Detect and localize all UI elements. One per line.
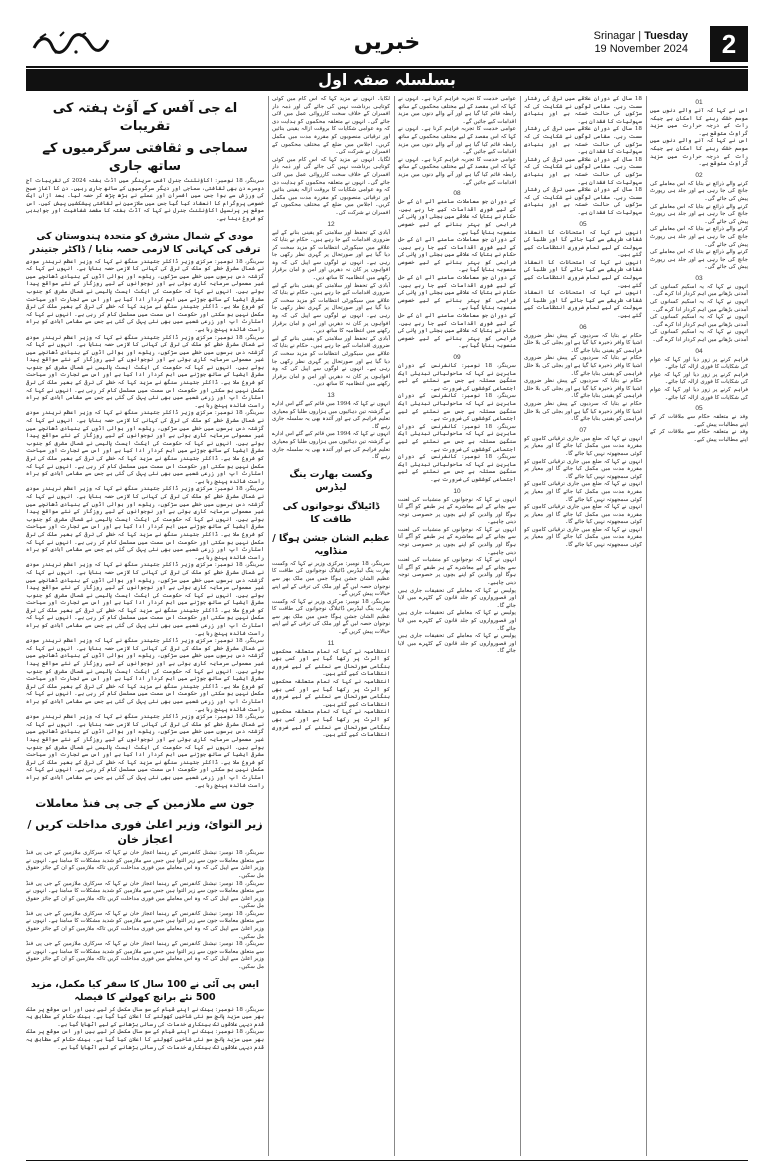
masthead (26, 24, 748, 64)
col4-body-1-cont-3: 18 سال کے دوران علاقے میں ترقی کی رفتار سست رہی۔ مقامی لوگوں نے شکایت کی کہ سڑکوں کی حالت خستہ ہے اور بنیادی سہولیات کا فقدان ہے۔ (524, 187, 642, 216)
col5-body-2-cont-3: کرنے والے ذرائع نے بتایا کہ اس معاملے کی جانچ کی جا رہی ہے اور جلد ہی رپورٹ پیش کی جائے گی۔ (650, 249, 748, 271)
col5-body-3-cont-2: انہوں نے کہا کہ یہ اسکیم کسانوں کی آمدنی بڑھانے میں اہم کردار ادا کرے گی۔ (650, 314, 748, 328)
modi-story-headline: مودی کے شمال مشرق کو متحدہ ہندوستان کی ترقی کی کہانی کا لازمی حصہ بنایا / ڈاکٹر جتیندر (29, 230, 261, 255)
col3-body-4-cont-2: انہوں نے کہا کہ نوجوانوں کو منشیات کی لعنت سے بچانے کے لیے معاشرے کے ہر طبقے کو آگے آنا ہوگا اور والدین کو اپنے بچوں پر خصوصی توجہ دینی چاہیے۔ (398, 557, 516, 587)
modi-story-body-cont-5: سرینگر، 18 نومبر: مرکزی وزیر ڈاکٹر جتیندر سنگھ نے کہا کہ وزیر اعظم نریندر مودی نے شمال مشرقی خطے کو ملک کی ترقی کی کہانی کا لازمی حصہ بنایا ہے۔ انہوں نے کہا کہ گزشتہ دس برسوں میں خطے میں سڑکوں، ریلوے اور ہوائی اڈوں کے بنیادی ڈھانچے میں غیر معمولی سرمایہ کاری ہوئی ہے اور نوجوانوں کے لیے روزگار کے نئے مواقع پیدا ہوئے ہیں۔ انہوں نے کہا کہ حکومت کی ایکٹ ایسٹ پالیسی نے شمال مشرق کو جنوب مشرقی ایشیا کے ساتھ جوڑنے میں اہم کردار ادا کیا ہے اور اس سے تجارت اور سیاحت کو فروغ ملا ہے۔ ڈاکٹر جتیندر سنگھ نے مزید کہا کہ خطے کی ترقی کے بغیر ملک کی ترقی مکمل نہیں ہو سکتی اور حکومت اس سمت میں مسلسل کام کر رہی ہے۔ انہوں نے کہا کہ اسٹارٹ اپ اور زرعی شعبے میں بھی نئی پہل کی گئی ہے جس سے مقامی آبادی کو براہ راست فائدہ پہنچ رہا ہے۔ (26, 638, 264, 713)
modi-story-body: سرینگر، 18 نومبر: مرکزی وزیر ڈاکٹر جتیندر سنگھ نے کہا کہ وزیر اعظم نریندر مودی نے شمال مشرقی خطے کو ملک کی ترقی کی کہانی کا لازمی حصہ بنایا ہے۔ انہوں نے کہا کہ گزشتہ دس برسوں میں خطے میں سڑکوں، ریلوے اور ہوائی اڈوں کے بنیادی ڈھانچے میں غیر معمولی سرمایہ کاری ہوئی ہے اور نوجوانوں کے لیے روزگار کے نئے مواقع پیدا ہوئے ہیں۔ انہوں نے کہا کہ حکومت کی ایکٹ ایسٹ پالیسی نے شمال مشرق کو جنوب مشرقی ایشیا کے ساتھ جوڑنے میں اہم کردار ادا کیا ہے اور اس سے تجارت اور سیاحت کو فروغ ملا ہے۔ ڈاکٹر جتیندر سنگھ نے مزید کہا کہ خطے کی ترقی کے بغیر ملک کی ترقی مکمل نہیں ہو سکتی اور حکومت اس سمت میں مسلسل کام کر رہی ہے۔ انہوں نے کہا کہ اسٹارٹ اپ اور زرعی شعبے میں بھی نئی پہل کی گئی ہے جس سے مقامی آبادی کو براہ راست فائدہ پہنچ رہا ہے۔ (26, 258, 264, 333)
col4-body-3-cont: حکام نے بتایا کہ سردیوں کے پیش نظر ضروری اشیا کا وافر ذخیرہ کیا گیا ہے اور بجلی کی بلا خلل فراہمی کو یقینی بنایا جائے گا۔ (524, 355, 642, 377)
continued-banner: بسلسلہ صفہ اول (26, 69, 748, 91)
dateline-day: Tuesday (644, 30, 688, 42)
col4-item-number: 06 (579, 323, 587, 331)
col3-body-3-cont-3: سرینگر، 18 نومبر: کانفرنس کے دوران ماہرین نے کہا کہ ماحولیاتی تبدیلی ایک سنگین مسئلہ ہے جس سے نمٹنے کے لیے اجتماعی کوششوں کی ضرورت ہے۔ (398, 454, 516, 483)
column-4 (524, 96, 642, 1156)
col5-body-2-cont: کرنے والے ذرائع نے بتایا کہ اس معاملے کی جانچ کی جا رہی ہے اور جلد ہی رپورٹ پیش کی جائے گی۔ (650, 203, 748, 225)
col5-body-2-cont-2: کرنے والے ذرائع نے بتایا کہ اس معاملے کی جانچ کی جا رہی ہے اور جلد ہی رپورٹ پیش کی جائے گی۔ (650, 226, 748, 248)
dateline-city: Srinagar (593, 30, 636, 42)
col3-body-4-cont: انہوں نے کہا کہ نوجوانوں کو منشیات کی لعنت سے بچانے کے لیے معاشرے کے ہر طبقے کو آگے آنا ہوگا اور والدین کو اپنے بچوں پر خصوصی توجہ دینی چاہیے۔ (398, 526, 516, 556)
col4-body-4-cont: انہوں نے کہا کہ ضلع میں جاری ترقیاتی کاموں کو مقررہ مدت میں مکمل کیا جائے گا اور معیار پر کوئی سمجھوتہ نہیں کیا جائے گا۔ (524, 458, 642, 480)
col4-body-2-cont-2: انہوں نے کہا کہ امتحانات کا انعقاد شفاف طریقے سے کیا جائے گا اور طلبا کی سہولت کے لیے تمام ضروری انتظامات کیے گئے ہیں۔ (524, 290, 642, 320)
lead-story-column (26, 96, 264, 1156)
col2-item-number: 13 (327, 391, 335, 399)
col2-body-3: انہوں نے کہا کہ 1994 میں قائم کیے گئے اس ادارے نے گزشتہ تین دہائیوں میں ہزاروں طلبا کو معیاری تعلیم فراہم کی ہے اور آئندہ بھی یہ سلسلہ جاری رہے گا۔ (272, 400, 390, 430)
young-leaders-headline-1: وکست بھارت ینگ لیڈرس (289, 468, 373, 493)
col5-item-number: 01 (695, 99, 703, 106)
col2-body-5-cont-2: انتظامیہ نے کہا کہ تمام متعلقہ محکموں کو الرٹ پر رکھا گیا ہے اور کسی بھی ہنگامی صورتحال سے نمٹنے کے لیے ضروری انتظامات کیے گئے ہیں۔ (272, 709, 390, 739)
col3-body-1-cont: عوامی خدمت کا تجربہ فراہم کرنا ہے۔ انہوں نے کہا کہ اس مقصد کے لیے مختلف محکموں کے ساتھ رابطہ قائم کیا گیا ہے اور آنے والے دنوں میں مزید اقدامات کیے جائیں گے۔ (398, 126, 516, 156)
col4-body-1: 18 سال کے دوران علاقے میں ترقی کی رفتار سست رہی۔ مقامی لوگوں نے شکایت کی کہ سڑکوں کی حالت خستہ ہے اور بنیادی سہولیات کا فقدان ہے۔ (524, 96, 642, 125)
col5-body-3: انہوں نے کہا کہ یہ اسکیم کسانوں کی آمدنی بڑھانے میں اہم کردار ادا کرے گی۔ (650, 283, 748, 298)
col2-body-2: آبادی کے تحفظ اور سلامتی کو یقینی بنانے کے لیے ضروری اقدامات کیے جا رہے ہیں۔ حکام نے بتایا کہ علاقے میں سیکورٹی انتظامات کو مزید سخت کر دیا گیا ہے اور صورتحال پر گہری نظر رکھی جا رہی ہے۔ انہوں نے لوگوں سے اپیل کی کہ وہ افواہوں پر کان نہ دھریں اور امن و امان برقرار رکھنے میں انتظامیہ کا ساتھ دیں۔ (272, 229, 390, 282)
gp-fund-headline-2: زیر التوائ، وزیر اعلیٰ فوری مداخلت کریں / اعجاز خان (27, 818, 263, 847)
col3-body-1-cont-2: عوامی خدمت کا تجربہ فراہم کرنا ہے۔ انہوں نے کہا کہ اس مقصد کے لیے مختلف محکموں کے ساتھ رابطہ قائم کیا گیا ہے اور آنے والے دنوں میں مزید اقدامات کیے جائیں گے۔ (398, 156, 516, 186)
section-title: خبریں (353, 30, 421, 55)
masthead-rule (26, 66, 748, 68)
col5-body-3-cont-3: انہوں نے کہا کہ یہ اسکیم کسانوں کی آمدنی بڑھانے میں اہم کردار ادا کرے گی۔ (650, 329, 748, 344)
col4-body-4-cont-4: انہوں نے کہا کہ ضلع میں جاری ترقیاتی کاموں کو مقررہ مدت میں مکمل کیا جائے گا اور معیار پر کوئی سمجھوتہ نہیں کیا جائے گا۔ (524, 526, 642, 549)
gp-fund-body-cont-3: سرینگر، 18 نومبر: نیشنل کانفرنس کے رہنما اعجاز خان نے کہا کہ سرکاری ملازمین کے جی پی فنڈ سے متعلق معاملات جون سے زیر التوا ہیں جس سے ملازمین کو شدید مشکلات کا سامنا ہے۔ انہوں نے وزیر اعلیٰ سے اپیل کی کہ وہ اس معاملے میں فوری مداخلت کریں تاکہ ملازمین کو ان کے جائز حقوق مل سکیں۔ (26, 941, 264, 971)
col5-body-4: فراہم کرنے پر زور دیا اور کہا کہ عوام کی شکایات کا فوری ازالہ کیا جائے۔ (650, 356, 748, 371)
bank-story-headline: ایس پی آئی نے 100 سال کا سفر کیا مکمل، مزید 500 نئے برانچ کھولنے کا فیصلہ (31, 978, 259, 1003)
modi-story-body-cont-4: سرینگر، 18 نومبر: مرکزی وزیر ڈاکٹر جتیندر سنگھ نے کہا کہ وزیر اعظم نریندر مودی نے شمال مشرقی خطے کو ملک کی ترقی کی کہانی کا لازمی حصہ بنایا ہے۔ انہوں نے کہا کہ گزشتہ دس برسوں میں خطے میں سڑکوں، ریلوے اور ہوائی اڈوں کے بنیادی ڈھانچے میں غیر معمولی سرمایہ کاری ہوئی ہے اور نوجوانوں کے لیے روزگار کے نئے مواقع پیدا ہوئے ہیں۔ انہوں نے کہا کہ حکومت کی ایکٹ ایسٹ پالیسی نے شمال مشرق کو جنوب مشرقی ایشیا کے ساتھ جوڑنے میں اہم کردار ادا کیا ہے اور اس سے تجارت اور سیاحت کو فروغ ملا ہے۔ ڈاکٹر جتیندر سنگھ نے مزید کہا کہ خطے کی ترقی کے بغیر ملک کی ترقی مکمل نہیں ہو سکتی اور حکومت اس سمت میں مسلسل کام کر رہی ہے۔ انہوں نے کہا کہ اسٹارٹ اپ اور زرعی شعبے میں بھی نئی پہل کی گئی ہے جس سے مقامی آبادی کو براہ راست فائدہ پہنچ رہا ہے۔ (26, 562, 264, 637)
col3-item-number: 10 (453, 487, 461, 495)
col2-body-1-cont: لگایا۔ انہوں نے مزید کہا کہ اس کام میں کوئی کوتاہی برداشت نہیں کی جائے گی اور ذمہ دار افسران کے خلاف سخت کارروائی عمل میں لائی جائے گی۔ انہوں نے متعلقہ محکموں کو ہدایت دی کہ وہ عوامی شکایات کا بروقت ازالہ یقینی بنائیں اور ترقیاتی منصوبوں کو مقررہ مدت میں مکمل کریں۔ اجلاس میں ضلع کے مختلف محکموں کے افسران نے شرکت کی۔ (272, 156, 390, 216)
col5-body-3-cont: انہوں نے کہا کہ یہ اسکیم کسانوں کی آمدنی بڑھانے میں اہم کردار ادا کرے گی۔ (650, 299, 748, 313)
col3-body-5: پولیس نے کہا کہ معاملے کی تحقیقات جاری ہیں اور قصورواروں کو جلد قانون کے کٹہرے میں لایا جائے گا۔ (398, 587, 516, 609)
lead-headline-1: اے جی آفس کے آؤٹ ہفتہ کی تقریبات (52, 101, 238, 134)
col5-body-5: وفد نے متعلقہ حکام سے ملاقات کر کے اپنے مطالبات پیش کیے۔ (650, 414, 748, 428)
col4-item-number: 05 (579, 220, 587, 228)
modi-story-body-cont-3: سرینگر، 18 نومبر: مرکزی وزیر ڈاکٹر جتیندر سنگھ نے کہا کہ وزیر اعظم نریندر مودی نے شمال مشرقی خطے کو ملک کی ترقی کی کہانی کا لازمی حصہ بنایا ہے۔ انہوں نے کہا کہ گزشتہ دس برسوں میں خطے میں سڑکوں، ریلوے اور ہوائی اڈوں کے بنیادی ڈھانچے میں غیر معمولی سرمایہ کاری ہوئی ہے اور نوجوانوں کے لیے روزگار کے نئے مواقع پیدا ہوئے ہیں۔ انہوں نے کہا کہ حکومت کی ایکٹ ایسٹ پالیسی نے شمال مشرق کو جنوب مشرقی ایشیا کے ساتھ جوڑنے میں اہم کردار ادا کیا ہے اور اس سے تجارت اور سیاحت کو فروغ ملا ہے۔ ڈاکٹر جتیندر سنگھ نے مزید کہا کہ خطے کی ترقی کے بغیر ملک کی ترقی مکمل نہیں ہو سکتی اور حکومت اس سمت میں مسلسل کام کر رہی ہے۔ انہوں نے کہا کہ اسٹارٹ اپ اور زرعی شعبے میں بھی نئی پہل کی گئی ہے جس سے مقامی آبادی کو براہ راست فائدہ پہنچ رہا ہے۔ (26, 486, 264, 561)
col3-body-2-cont: کے دوران جو معاملات سامنے آئے ان کے حل کے لیے فوری اقدامات کیے جا رہے ہیں۔ حکام نے بتایا کہ علاقے میں بجلی اور پانی کی فراہمی کو بہتر بنانے کے لیے خصوصی منصوبہ بنایا گیا ہے۔ (398, 237, 516, 274)
col5-item-number: 04 (695, 347, 703, 355)
dateline: Srinagar | Tuesday 19 November 2024 (593, 30, 688, 55)
modi-story-body-cont: سرینگر، 18 نومبر: مرکزی وزیر ڈاکٹر جتیندر سنگھ نے کہا کہ وزیر اعظم نریندر مودی نے شمال مشرقی خطے کو ملک کی ترقی کی کہانی کا لازمی حصہ بنایا ہے۔ انہوں نے کہا کہ گزشتہ دس برسوں میں خطے میں سڑکوں، ریلوے اور ہوائی اڈوں کے بنیادی ڈھانچے میں غیر معمولی سرمایہ کاری ہوئی ہے اور نوجوانوں کے لیے روزگار کے نئے مواقع پیدا ہوئے ہیں۔ انہوں نے کہا کہ حکومت کی ایکٹ ایسٹ پالیسی نے شمال مشرق کو جنوب مشرقی ایشیا کے ساتھ جوڑنے میں اہم کردار ادا کیا ہے اور اس سے تجارت اور سیاحت کو فروغ ملا ہے۔ ڈاکٹر جتیندر سنگھ نے مزید کہا کہ خطے کی ترقی کے بغیر ملک کی ترقی مکمل نہیں ہو سکتی اور حکومت اس سمت میں مسلسل کام کر رہی ہے۔ انہوں نے کہا کہ اسٹارٹ اپ اور زرعی شعبے میں بھی نئی پہل کی گئی ہے جس سے مقامی آبادی کو براہ راست فائدہ پہنچ رہا ہے۔ (26, 334, 264, 409)
column-3 (398, 96, 516, 1156)
col5-body-4-cont-2: فراہم کرنے پر زور دیا اور کہا کہ عوام کی شکایات کا فوری ازالہ کیا جائے۔ (650, 387, 748, 401)
young-leaders-body: سرینگر، 18 نومبر: مرکزی وزیر نے کہا کہ وکست بھارت ینگ لیڈرس ڈائیلاگ نوجوانوں کی طاقت کا عظیم الشان جشن ہوگا جس میں ملک بھر سے نوجوان حصہ لیں گے اور ملک کی ترقی کے لیے اپنے خیالات پیش کریں گے۔ (272, 560, 390, 598)
col4-body-4-cont-3: انہوں نے کہا کہ ضلع میں جاری ترقیاتی کاموں کو مقررہ مدت میں مکمل کیا جائے گا اور معیار پر کوئی سمجھوتہ نہیں کیا جائے گا۔ (524, 504, 642, 526)
col4-body-1-cont-2: 18 سال کے دوران علاقے میں ترقی کی رفتار سست رہی۔ مقامی لوگوں نے شکایت کی کہ سڑکوں کی حالت خستہ ہے اور بنیادی سہولیات کا فقدان ہے۔ (524, 156, 642, 186)
young-leaders-headline-2: ڈائیلاگ نوجوانوں کی طاقت کا (282, 500, 380, 525)
col3-body-3: سرینگر، 18 نومبر: کانفرنس کے دوران ماہرین نے کہا کہ ماحولیاتی تبدیلی ایک سنگین مسئلہ ہے جس سے نمٹنے کے لیے اجتماعی کوششوں کی ضرورت ہے۔ (398, 363, 516, 392)
col2-body-5: انتظامیہ نے کہا کہ تمام متعلقہ محکموں کو الرٹ پر رکھا گیا ہے اور کسی بھی ہنگامی صورتحال سے نمٹنے کے لیے ضروری انتظامات کیے گئے ہیں۔ (272, 648, 390, 678)
column-2 (272, 96, 390, 1156)
col3-body-3-cont: سرینگر، 18 نومبر: کانفرنس کے دوران ماہرین نے کہا کہ ماحولیاتی تبدیلی ایک سنگین مسئلہ ہے جس سے نمٹنے کے لیے اجتماعی کوششوں کی ضرورت ہے۔ (398, 393, 516, 423)
col3-item-number: 09 (453, 354, 461, 361)
col3-body-5-cont: پولیس نے کہا کہ معاملے کی تحقیقات جاری ہیں اور قصورواروں کو جلد قانون کے کٹہرے میں لایا جائے گا۔ (398, 610, 516, 632)
col2-item-number: 11 (327, 639, 335, 647)
modi-story-body-cont-2: سرینگر، 18 نومبر: مرکزی وزیر ڈاکٹر جتیندر سنگھ نے کہا کہ وزیر اعظم نریندر مودی نے شمال مشرقی خطے کو ملک کی ترقی کی کہانی کا لازمی حصہ بنایا ہے۔ انہوں نے کہا کہ گزشتہ دس برسوں میں خطے میں سڑکوں، ریلوے اور ہوائی اڈوں کے بنیادی ڈھانچے میں غیر معمولی سرمایہ کاری ہوئی ہے اور نوجوانوں کے لیے روزگار کے نئے مواقع پیدا ہوئے ہیں۔ انہوں نے کہا کہ حکومت کی ایکٹ ایسٹ پالیسی نے شمال مشرق کو جنوب مشرقی ایشیا کے ساتھ جوڑنے میں اہم کردار ادا کیا ہے اور اس سے تجارت اور سیاحت کو فروغ ملا ہے۔ ڈاکٹر جتیندر سنگھ نے مزید کہا کہ خطے کی ترقی کے بغیر ملک کی ترقی مکمل نہیں ہو سکتی اور حکومت اس سمت میں مسلسل کام کر رہی ہے۔ انہوں نے کہا کہ اسٹارٹ اپ اور زرعی شعبے میں بھی نئی پہل کی گئی ہے جس سے مقامی آبادی کو براہ راست فائدہ پہنچ رہا ہے۔ (26, 410, 264, 485)
col5-item-number: 02 (695, 171, 703, 179)
col5-body-1-cont: اس نے کہا کہ آنے والے دنوں میں موسم خشک رہنے کا امکان ہے جبکہ رات کے درجہ حرارت میں مزید گراوٹ متوقع ہے۔ (650, 138, 748, 168)
column-divider (268, 96, 269, 1156)
col3-body-5-cont-2: پولیس نے کہا کہ معاملے کی تحقیقات جاری ہیں اور قصورواروں کو جلد قانون کے کٹہرے میں لایا جائے گا۔ (398, 633, 516, 655)
col4-body-1-cont: 18 سال کے دوران علاقے میں ترقی کی رفتار سست رہی۔ مقامی لوگوں نے شکایت کی کہ سڑکوں کی حالت خستہ ہے اور بنیادی سہولیات کا فقدان ہے۔ (524, 126, 642, 156)
col5-body-2: کرنے والے ذرائع نے بتایا کہ اس معاملے کی جانچ کی جا رہی ہے اور جلد ہی رپورٹ پیش کی جائے گی۔ (650, 180, 748, 202)
col3-body-2-cont-2: کے دوران جو معاملات سامنے آئے ان کے حل کے لیے فوری اقدامات کیے جا رہے ہیں۔ حکام نے بتایا کہ علاقے میں بجلی اور پانی کی فراہمی کو بہتر بنانے کے لیے خصوصی منصوبہ بنایا گیا ہے۔ (398, 275, 516, 312)
column-divider (520, 96, 521, 1156)
young-leaders-headline-3: عظیم الشان جشن ہوگا / منڈاویہ (272, 532, 390, 557)
col4-body-3: حکام نے بتایا کہ سردیوں کے پیش نظر ضروری اشیا کا وافر ذخیرہ کیا گیا ہے اور بجلی کی بلا خلل فراہمی کو یقینی بنایا جائے گا۔ (524, 332, 642, 354)
col2-body-5-cont: انتظامیہ نے کہا کہ تمام متعلقہ محکموں کو الرٹ پر رکھا گیا ہے اور کسی بھی ہنگامی صورتحال سے نمٹنے کے لیے ضروری انتظامات کیے گئے ہیں۔ (272, 679, 390, 708)
col3-body-4: انہوں نے کہا کہ نوجوانوں کو منشیات کی لعنت سے بچانے کے لیے معاشرے کے ہر طبقے کو آگے آنا ہوگا اور والدین کو اپنے بچوں پر خصوصی توجہ دینی چاہیے۔ (398, 496, 516, 526)
col4-body-4-cont-2: انہوں نے کہا کہ ضلع میں جاری ترقیاتی کاموں کو مقررہ مدت میں مکمل کیا جائے گا اور معیار پر کوئی سمجھوتہ نہیں کیا جائے گا۔ (524, 481, 642, 503)
col4-item-number: 07 (579, 426, 587, 434)
footer-rule (26, 1160, 748, 1161)
col2-body-1: لگایا۔ انہوں نے مزید کہا کہ اس کام میں کوئی کوتاہی برداشت نہیں کی جائے گی اور ذمہ دار افسران کے خلاف سخت کارروائی عمل میں لائی جائے گی۔ انہوں نے متعلقہ محکموں کو ہدایت دی کہ وہ عوامی شکایات کا بروقت ازالہ یقینی بنائیں اور ترقیاتی منصوبوں کو مقررہ مدت میں مکمل کریں۔ اجلاس میں ضلع کے مختلف محکموں کے افسران نے شرکت کی۔ (272, 96, 390, 156)
col5-body-4-cont: فراہم کرنے پر زور دیا اور کہا کہ عوام کی شکایات کا فوری ازالہ کیا جائے۔ (650, 371, 748, 386)
col3-item-number: 08 (453, 190, 461, 198)
bank-story-body: سرینگر، 18 نومبر: بینک نے اپنے قیام کے سو سال مکمل کر لیے ہیں اور اس موقع پر ملک بھر میں مزید پانچ سو نئی شاخیں کھولنے کا اعلان کیا گیا ہے۔ بینک حکام کے مطابق یہ قدم دیہی علاقوں تک بینکاری خدمات کی رسائی بڑھانے کے لیے اٹھایا گیا ہے۔ (26, 1006, 264, 1028)
col5-body-1: اس نے کہا کہ آنے والے دنوں میں موسم خشک رہنے کا امکان ہے جبکہ رات کے درجہ حرارت میں مزید گراوٹ متوقع ہے۔ (650, 108, 748, 137)
column-divider (394, 96, 395, 1156)
col5-item-number: 05 (695, 405, 703, 413)
page-number: 2 (710, 26, 748, 62)
lead-body: سرینگر، 18 نومبر: اکاؤنٹنٹ جنرل آفس سرینگر میں آڈٹ ہفتہ 2024 کی تقریبات آج دوسرے دن بھی ثقافتی، سماجی اور دیگر سرگرمیوں کے ساتھ جاری رہیں۔ دن کا آغاز صبح کی ورزش سے ہوا جس میں افسران اور عملے نے بڑھ چڑھ کر حصہ لیا۔ بعد ازاں ایک خصوصی پروگرام کا انعقاد کیا گیا جس میں ملازمین نے ثقافتی پیشکشیں پیش کیں۔ اس موقع پر پرنسپل اکاؤنٹنٹ جنرل نے کہا کہ آڈٹ ہفتہ کا مقصد شفافیت اور جوابدہی کو فروغ دینا ہے۔ (26, 178, 264, 222)
young-leaders-body-cont: سرینگر، 18 نومبر: مرکزی وزیر نے کہا کہ وکست بھارت ینگ لیڈرس ڈائیلاگ نوجوانوں کی طاقت کا عظیم الشان جشن ہوگا جس میں ملک بھر سے نوجوان حصہ لیں گے اور ملک کی ترقی کے لیے اپنے خیالات پیش کریں گے۔ (272, 598, 390, 636)
col3-body-1: عوامی خدمت کا تجربہ فراہم کرنا ہے۔ انہوں نے کہا کہ اس مقصد کے لیے مختلف محکموں کے ساتھ رابطہ قائم کیا گیا ہے اور آنے والے دنوں میں مزید اقدامات کیے جائیں گے۔ (398, 96, 516, 125)
col4-body-2: انہوں نے کہا کہ امتحانات کا انعقاد شفاف طریقے سے کیا جائے گا اور طلبا کی سہولت کے لیے تمام ضروری انتظامات کیے گئے ہیں۔ (524, 229, 642, 259)
col3-body-2: کے دوران جو معاملات سامنے آئے ان کے حل کے لیے فوری اقدامات کیے جا رہے ہیں۔ حکام نے بتایا کہ علاقے میں بجلی اور پانی کی فراہمی کو بہتر بنانے کے لیے خصوصی منصوبہ بنایا گیا ہے۔ (398, 199, 516, 236)
col5-item-number: 03 (695, 274, 703, 282)
gp-fund-body-cont-2: سرینگر، 18 نومبر: نیشنل کانفرنس کے رہنما اعجاز خان نے کہا کہ سرکاری ملازمین کے جی پی فنڈ سے متعلق معاملات جون سے زیر التوا ہیں جس سے ملازمین کو شدید مشکلات کا سامنا ہے۔ انہوں نے وزیر اعلیٰ سے اپیل کی کہ وہ اس معاملے میں فوری مداخلت کریں تاکہ ملازمین کو ان کے جائز حقوق مل سکیں۔ (26, 910, 264, 940)
col2-body-3-cont: انہوں نے کہا کہ 1994 میں قائم کیے گئے اس ادارے نے گزشتہ تین دہائیوں میں ہزاروں طلبا کو معیاری تعلیم فراہم کی ہے اور آئندہ بھی یہ سلسلہ جاری رہے گا۔ (272, 431, 390, 461)
col2-body-2-cont-2: آبادی کے تحفظ اور سلامتی کو یقینی بنانے کے لیے ضروری اقدامات کیے جا رہے ہیں۔ حکام نے بتایا کہ علاقے میں سیکورٹی انتظامات کو مزید سخت کر دیا گیا ہے اور صورتحال پر گہری نظر رکھی جا رہی ہے۔ انہوں نے لوگوں سے اپیل کی کہ وہ افواہوں پر کان نہ دھریں اور امن و امان برقرار رکھنے میں انتظامیہ کا ساتھ دیں۔ (272, 335, 390, 388)
col4-body-2-cont: انہوں نے کہا کہ امتحانات کا انعقاد شفاف طریقے سے کیا جائے گا اور طلبا کی سہولت کے لیے تمام ضروری انتظامات کیے گئے ہیں۔ (524, 259, 642, 289)
gp-fund-body-cont: سرینگر، 18 نومبر: نیشنل کانفرنس کے رہنما اعجاز خان نے کہا کہ سرکاری ملازمین کے جی پی فنڈ سے متعلق معاملات جون سے زیر التوا ہیں جس سے ملازمین کو شدید مشکلات کا سامنا ہے۔ انہوں نے وزیر اعلیٰ سے اپیل کی کہ وہ اس معاملے میں فوری مداخلت کریں تاکہ ملازمین کو ان کے جائز حقوق مل سکیں۔ (26, 880, 264, 910)
lead-headline-2: سماجی و ثقافتی سرگرمیوں کے ساتھ جاری (42, 141, 248, 174)
modi-story-body-cont-6: سرینگر، 18 نومبر: مرکزی وزیر ڈاکٹر جتیندر سنگھ نے کہا کہ وزیر اعظم نریندر مودی نے شمال مشرقی خطے کو ملک کی ترقی کی کہانی کا لازمی حصہ بنایا ہے۔ انہوں نے کہا کہ گزشتہ دس برسوں میں خطے میں سڑکوں، ریلوے اور ہوائی اڈوں کے بنیادی ڈھانچے میں غیر معمولی سرمایہ کاری ہوئی ہے اور نوجوانوں کے لیے روزگار کے نئے مواقع پیدا ہوئے ہیں۔ انہوں نے کہا کہ حکومت کی ایکٹ ایسٹ پالیسی نے شمال مشرق کو جنوب مشرقی ایشیا کے ساتھ جوڑنے میں اہم کردار ادا کیا ہے اور اس سے تجارت اور سیاحت کو فروغ ملا ہے۔ ڈاکٹر جتیندر سنگھ نے مزید کہا کہ خطے کی ترقی کے بغیر ملک کی ترقی مکمل نہیں ہو سکتی اور حکومت اس سمت میں مسلسل کام کر رہی ہے۔ انہوں نے کہا کہ اسٹارٹ اپ اور زرعی شعبے میں بھی نئی پہل کی گئی ہے جس سے مقامی آبادی کو براہ راست فائدہ پہنچ رہا ہے۔ (26, 714, 264, 789)
dateline-date: 19 November 2024 (594, 43, 688, 55)
col3-body-3-cont-2: سرینگر، 18 نومبر: کانفرنس کے دوران ماہرین نے کہا کہ ماحولیاتی تبدیلی ایک سنگین مسئلہ ہے جس سے نمٹنے کے لیے اجتماعی کوششوں کی ضرورت ہے۔ (398, 423, 516, 453)
bank-story-body-cont: سرینگر، 18 نومبر: بینک نے اپنے قیام کے سو سال مکمل کر لیے ہیں اور اس موقع پر ملک بھر میں مزید پانچ سو نئی شاخیں کھولنے کا اعلان کیا گیا ہے۔ بینک حکام کے مطابق یہ قدم دیہی علاقوں تک بینکاری خدمات کی رسائی بڑھانے کے لیے اٹھایا گیا ہے۔ (26, 1029, 264, 1051)
col3-body-2-cont-3: کے دوران جو معاملات سامنے آئے ان کے حل کے لیے فوری اقدامات کیے جا رہے ہیں۔ حکام نے بتایا کہ علاقے میں بجلی اور پانی کی فراہمی کو بہتر بنانے کے لیے خصوصی منصوبہ بنایا گیا ہے۔ (398, 313, 516, 350)
col2-body-2-cont: آبادی کے تحفظ اور سلامتی کو یقینی بنانے کے لیے ضروری اقدامات کیے جا رہے ہیں۔ حکام نے بتایا کہ علاقے میں سیکورٹی انتظامات کو مزید سخت کر دیا گیا ہے اور صورتحال پر گہری نظر رکھی جا رہی ہے۔ انہوں نے لوگوں سے اپیل کی کہ وہ افواہوں پر کان نہ دھریں اور امن و امان برقرار رکھنے میں انتظامیہ کا ساتھ دیں۔ (272, 282, 390, 335)
column-divider (646, 96, 647, 1156)
gp-fund-headline-1: جون سے ملازمین کے جی پی فنڈ معاملات (35, 797, 255, 811)
col4-body-3-cont-3: حکام نے بتایا کہ سردیوں کے پیش نظر ضروری اشیا کا وافر ذخیرہ کیا گیا ہے اور بجلی کی بلا خلل فراہمی کو یقینی بنایا جائے گا۔ (524, 400, 642, 423)
col5-body-5-cont: وفد نے متعلقہ حکام سے ملاقات کر کے اپنے مطالبات پیش کیے۔ (650, 429, 748, 443)
column-5 (650, 96, 748, 1156)
gp-fund-body: سرینگر، 18 نومبر: نیشنل کانفرنس کے رہنما اعجاز خان نے کہا کہ سرکاری ملازمین کے جی پی فنڈ سے متعلق معاملات جون سے زیر التوا ہیں جس سے ملازمین کو شدید مشکلات کا سامنا ہے۔ انہوں نے وزیر اعلیٰ سے اپیل کی کہ وہ اس معاملے میں فوری مداخلت کریں تاکہ ملازمین کو ان کے جائز حقوق مل سکیں۔ (26, 850, 264, 879)
col4-body-4: انہوں نے کہا کہ ضلع میں جاری ترقیاتی کاموں کو مقررہ مدت میں مکمل کیا جائے گا اور معیار پر کوئی سمجھوتہ نہیں کیا جائے گا۔ (524, 435, 642, 457)
col2-item-number: 12 (327, 220, 335, 228)
col4-body-3-cont-2: حکام نے بتایا کہ سردیوں کے پیش نظر ضروری اشیا کا وافر ذخیرہ کیا گیا ہے اور بجلی کی بلا خلل فراہمی کو یقینی بنایا جائے گا۔ (524, 378, 642, 400)
